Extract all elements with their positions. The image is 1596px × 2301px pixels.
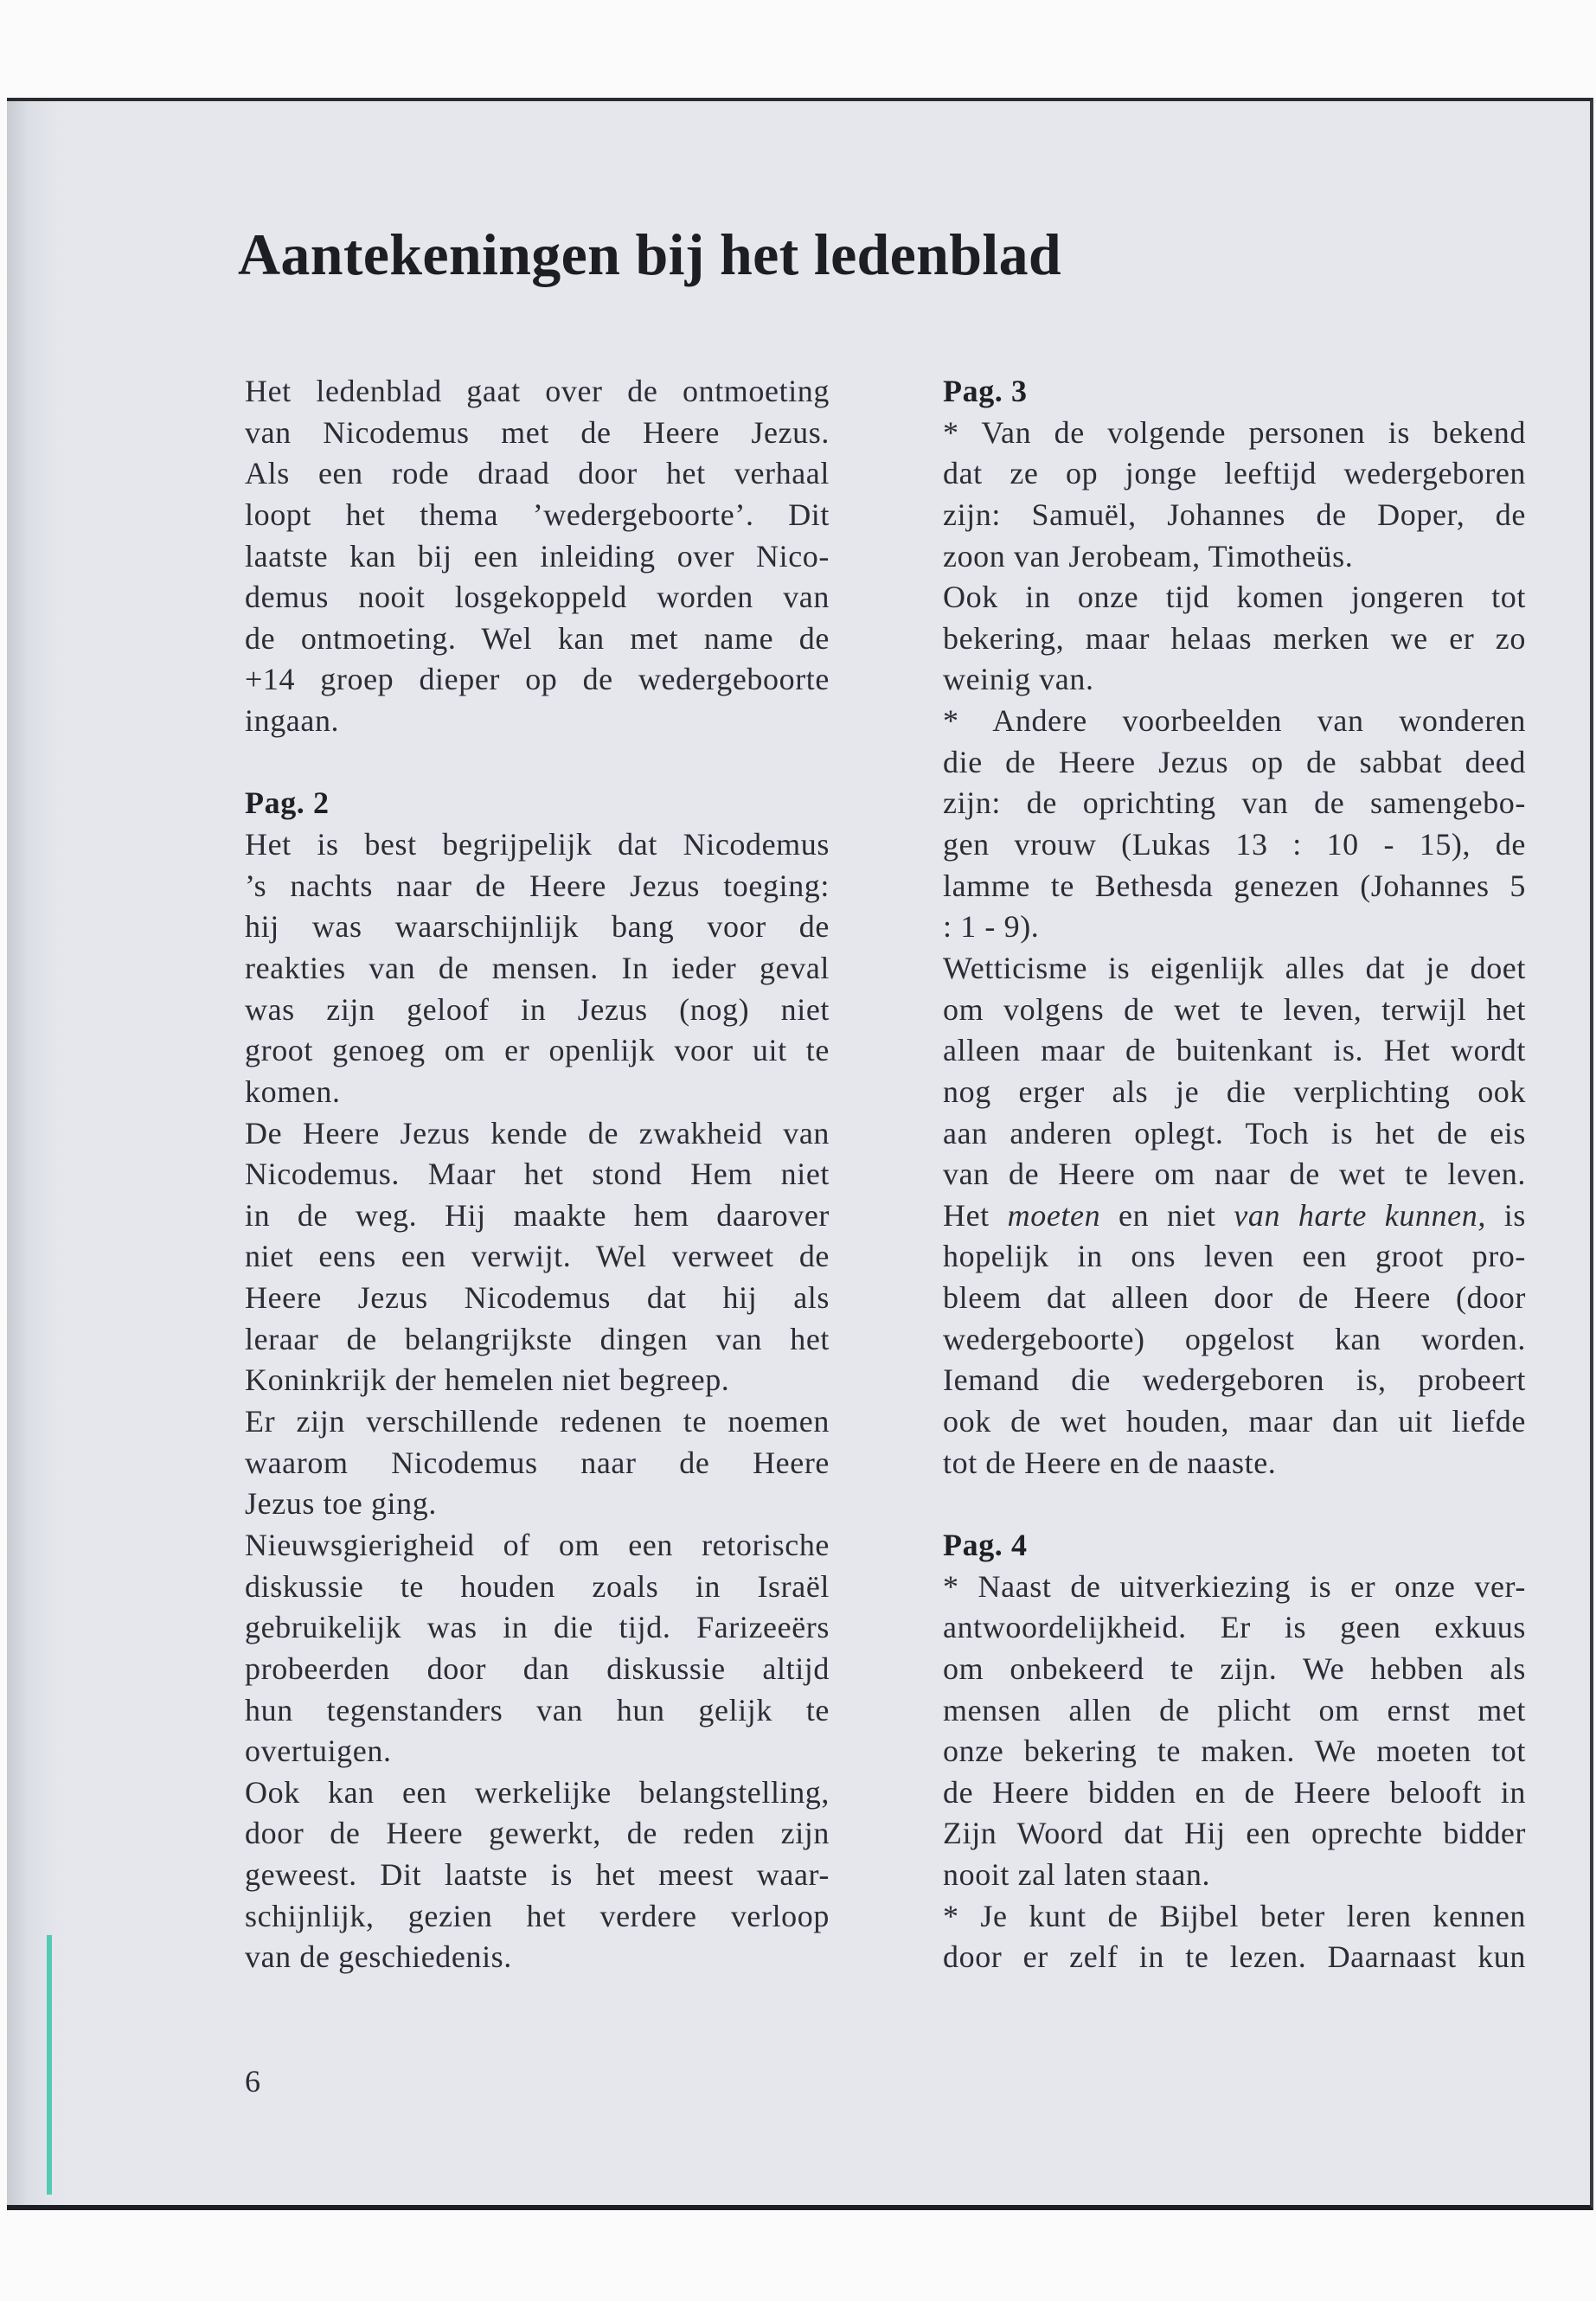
text-line: de ontmoeting. Wel kan met name de — [245, 620, 830, 656]
text-line: loopt het thema ’wedergeboorte’. Dit — [245, 497, 830, 532]
text-line: hun tegenstanders van hun gelijk te — [245, 1692, 830, 1727]
text-line: de Heere bidden en de Heere belooft in — [943, 1774, 1526, 1810]
text-line: Nieuwsgierigheid of om een retorische — [245, 1527, 830, 1562]
section-heading: Pag. 3 — [943, 374, 1028, 408]
text-line: * Naast de uitverkiezing is er onze ver- — [943, 1568, 1526, 1604]
text-line: : 1 - 9). — [943, 909, 1040, 945]
text-line: aan anderen oplegt. Toch is het de eis — [943, 1115, 1526, 1150]
italic-text: moeten — [1007, 1197, 1101, 1233]
text-line: die de Heere Jezus op de sabbat deed — [943, 744, 1526, 779]
text-line: lamme te Bethesda genezen (Johannes 5 — [943, 868, 1526, 903]
page-edge-stripe — [47, 1935, 52, 2195]
text-line: Als een rode draad door het verhaal — [245, 456, 830, 491]
text-line: diskussie te houden zoals in Israël — [245, 1568, 830, 1604]
text-line: weinig van. — [943, 662, 1094, 697]
text-line: Het ledenblad gaat over de ontmoeting — [245, 374, 830, 408]
text-line: reakties van de mensen. In ieder geval — [245, 950, 830, 985]
text-line: tot de Heere en de naaste. — [943, 1445, 1277, 1480]
text-line: door er zelf in te lezen. Daarnaast kun — [943, 1939, 1526, 1975]
page-edge-shadow — [7, 101, 59, 2205]
text-line: van de Heere om naar de wet te leven. — [943, 1157, 1526, 1192]
text-line: alleen maar de buitenkant is. Het wordt — [943, 1033, 1526, 1068]
text-line: Het is best begrijpelijk dat Nicodemus — [245, 827, 830, 862]
text-line: ’s nachts naar de Heere Jezus toeging: — [245, 868, 830, 903]
text-line: gebruikelijk was in die tijd. Farizeeërs — [245, 1610, 830, 1645]
text-segment: en niet — [1100, 1197, 1234, 1233]
text-line: hopelijk in ons leven een groot pro- — [943, 1239, 1526, 1274]
text-line: zijn: de oprichting van de samengebo- — [943, 785, 1526, 821]
text-line: probeerden door dan diskussie altijd — [245, 1650, 830, 1686]
text-line: van de geschiedenis. — [245, 1939, 512, 1975]
text-line: antwoordelijkheid. Er is geen exkuus — [943, 1610, 1526, 1645]
text-line: +14 groep dieper op de wedergeboorte — [245, 662, 830, 697]
text-line: geweest. Dit laatste is het meest waar- — [245, 1857, 830, 1893]
text-line: onze bekering te maken. We moeten tot — [943, 1734, 1526, 1769]
text-line: Zijn Woord dat Hij een oprechte bidder — [943, 1816, 1526, 1851]
text-line: groot genoeg om er openlijk voor uit te — [245, 1033, 830, 1068]
text-line: komen. — [245, 1074, 341, 1109]
text-line: overtuigen. — [245, 1734, 392, 1769]
left-column — [245, 371, 830, 1978]
text-line: nooit zal laten staan. — [943, 1857, 1211, 1893]
text-line: hij was waarschijnlijk bang voor de — [245, 909, 830, 945]
text-line — [943, 1195, 1526, 1237]
text-segment: Het — [943, 1197, 1008, 1233]
text-line — [245, 742, 830, 784]
text-line: in de weg. Hij maakte hem daarover — [245, 1197, 830, 1233]
text-line: * Van de volgende personen is bekend — [943, 414, 1526, 450]
text-line: door de Heere gewerkt, de reden zijn — [245, 1816, 830, 1851]
section-heading: Pag. 2 — [245, 785, 330, 821]
text-line: mensen allen de plicht om ernst met — [943, 1692, 1526, 1727]
text-line: laatste kan bij een inleiding over Nico- — [245, 538, 830, 574]
text-line: om onbekeerd te zijn. We hebben als — [943, 1650, 1526, 1686]
text-line: Ook kan een werkelijke belangstelling, — [245, 1774, 830, 1810]
text-line: bleem dat alleen door de Heere (door — [943, 1280, 1526, 1316]
text-line: Heere Jezus Nicodemus dat hij als — [245, 1280, 830, 1316]
text-segment: is — [1485, 1197, 1526, 1233]
text-line: was zijn geloof in Jezus (nog) niet — [245, 991, 830, 1027]
text-line: * Je kunt de Bijbel beter leren kennen — [943, 1898, 1526, 1933]
text-line: dat ze op jonge leeftijd wedergeboren — [943, 456, 1526, 491]
text-line: Iemand die wedergeboren is, probeert — [943, 1362, 1526, 1398]
section-heading: Pag. 4 — [943, 1527, 1028, 1562]
text-line: Koninkrijk der hemelen niet begreep. — [245, 1362, 730, 1398]
text-line: ingaan. — [245, 703, 340, 739]
text-line — [943, 1484, 1526, 1525]
text-line: Er zijn verschillende redenen te noemen — [245, 1404, 830, 1439]
text-line: van Nicodemus met de Heere Jezus. — [245, 414, 830, 450]
text-line: niet eens een verwijt. Wel verweet de — [245, 1239, 830, 1274]
text-line: waarom Nicodemus naar de Heere — [245, 1445, 830, 1480]
text-line: om volgens de wet te leven, terwijl het — [943, 991, 1526, 1027]
right-column — [943, 371, 1526, 1978]
text-line: ook de wet houden, maar dan uit liefde — [943, 1404, 1526, 1439]
text-line: * Andere voorbeelden van wonderen — [943, 703, 1526, 739]
page-title: Aantekeningen bij het ledenblad — [238, 221, 1062, 287]
italic-text: van harte kunnen, — [1234, 1197, 1486, 1233]
text-line: Wetticisme is eigenlijk alles dat je doet — [943, 950, 1526, 985]
text-line: schijnlijk, gezien het verdere verloop — [245, 1898, 830, 1933]
text-line: bekering, maar helaas merken we er zo — [943, 620, 1526, 656]
text-line: Nicodemus. Maar het stond Hem niet — [245, 1157, 830, 1192]
text-line: Jezus toe ging. — [245, 1486, 437, 1522]
text-line: demus nooit losgekoppeld worden van — [245, 580, 830, 615]
text-line: nog erger als je die verplichting ook — [943, 1074, 1526, 1109]
text-line: gen vrouw (Lukas 13 : 10 - 15), de — [943, 827, 1526, 862]
text-line: Ook in onze tijd komen jongeren tot — [943, 580, 1526, 615]
page-number: 6 — [245, 2064, 260, 2099]
text-line: leraar de belangrijkste dingen van het — [245, 1321, 830, 1356]
text-line: wedergeboorte) opgelost kan worden. — [943, 1321, 1526, 1356]
text-line: zoon van Jerobeam, Timotheüs. — [943, 538, 1354, 574]
text-line: De Heere Jezus kende de zwakheid van — [245, 1115, 830, 1150]
text-line: zijn: Samuël, Johannes de Doper, de — [943, 497, 1526, 532]
